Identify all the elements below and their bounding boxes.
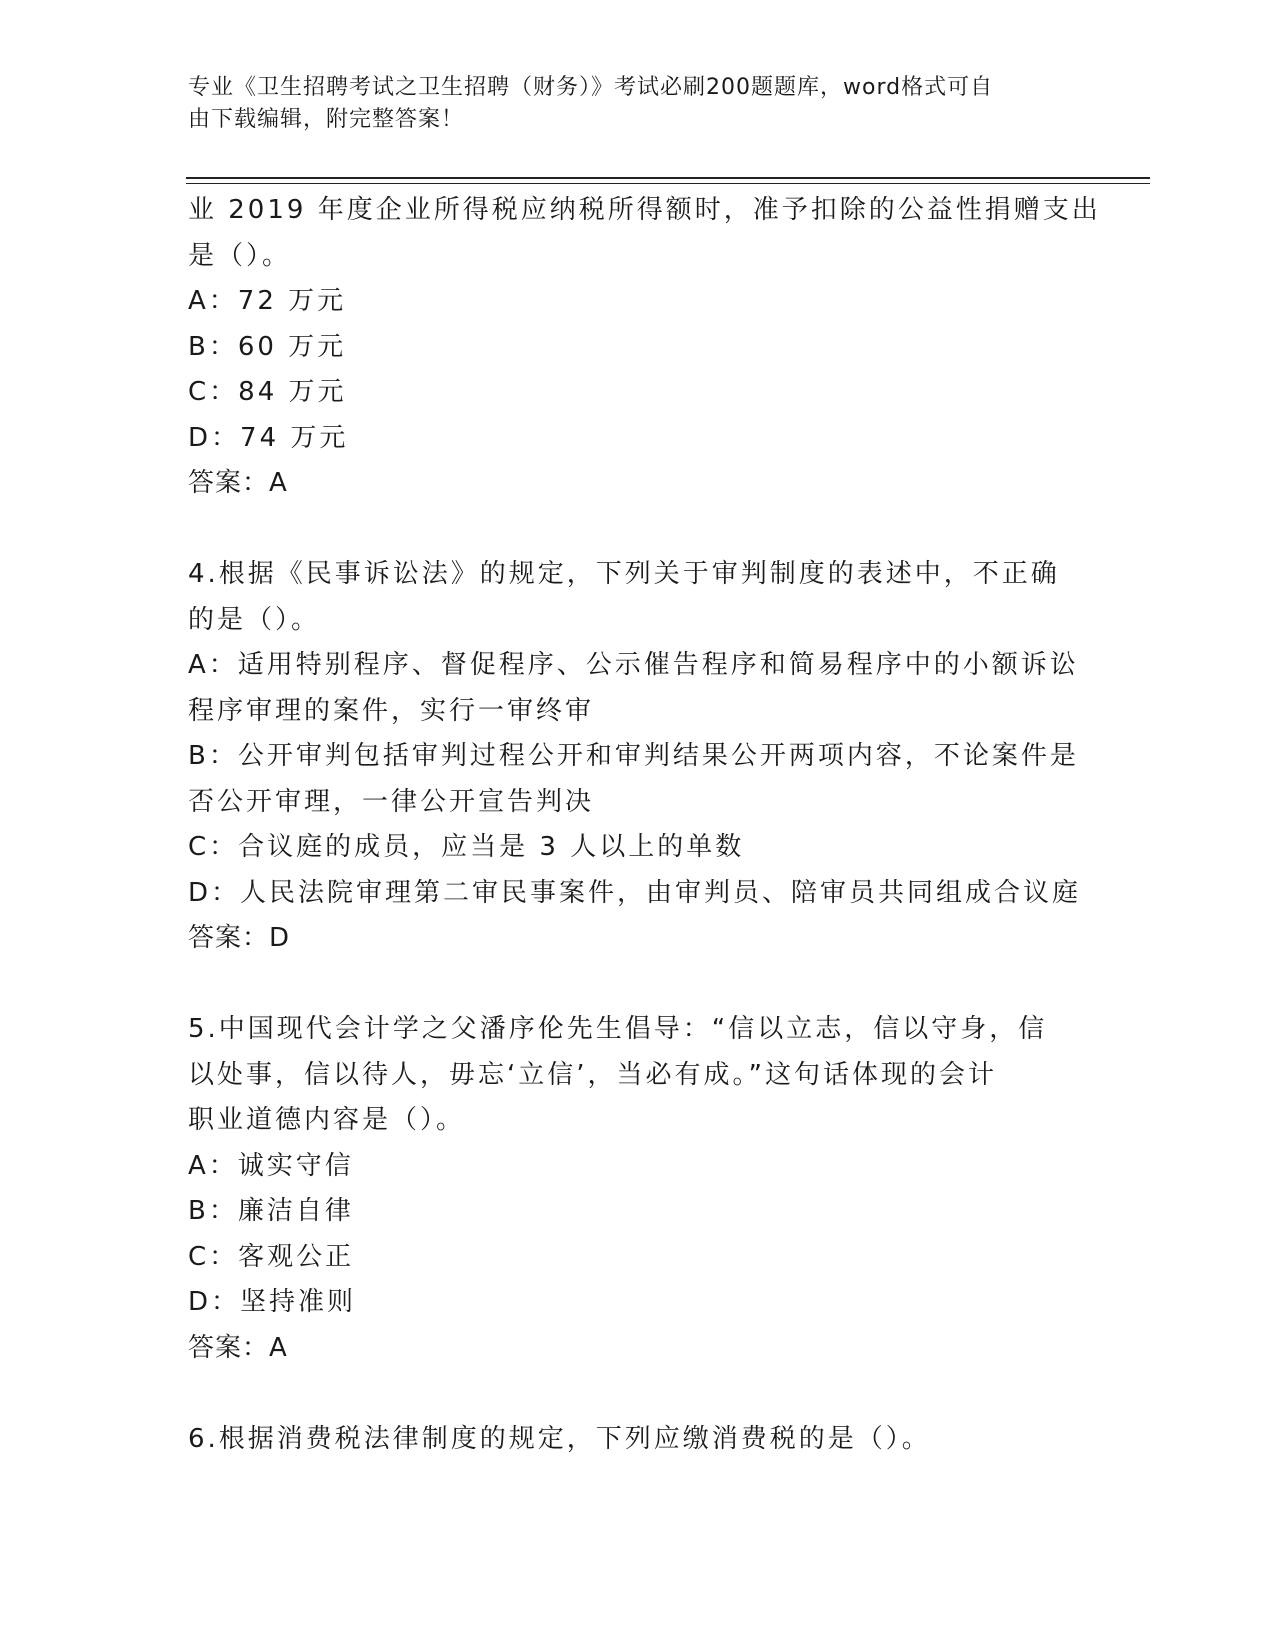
spacer bbox=[188, 962, 1088, 1008]
option-a: A：诚实守信 bbox=[188, 1150, 354, 1181]
document-body bbox=[188, 188, 1101, 1462]
spacer bbox=[188, 507, 1088, 553]
option-c: C：84 万元 bbox=[188, 377, 347, 407]
spacer bbox=[188, 1371, 1088, 1417]
question-stem: 是（）。 bbox=[188, 240, 292, 271]
header-divider-thick bbox=[186, 177, 1150, 179]
question-stem: 业 2019 年度企业所得税应纳税所得额时，准予扣除的公益性捐赠支出 bbox=[188, 195, 1101, 225]
option-b: B：60 万元 bbox=[188, 331, 347, 362]
option-a: A：适用特别程序、督促程序、公示催告程序和简易程序中的小额诉讼 bbox=[188, 650, 1079, 680]
option-b: B：廉洁自律 bbox=[188, 1196, 354, 1226]
option-d: D：人民法院审理第二审民事案件，由审判员、陪审员共同组成合议庭 bbox=[188, 877, 1082, 908]
option-a: A：72 万元 bbox=[188, 286, 347, 316]
question-stem: 以处事，信以待人，毋忘‘立信’，当必有成。”这句话体现的会计 bbox=[188, 1059, 997, 1090]
question-6 bbox=[188, 1417, 1088, 1463]
answer: 答案：A bbox=[188, 1332, 288, 1363]
header-divider-thin bbox=[186, 183, 1150, 184]
question-4 bbox=[188, 552, 1088, 962]
option-d: D：74 万元 bbox=[188, 422, 349, 453]
answer: 答案：D bbox=[188, 923, 291, 953]
question-stem: 的是（）。 bbox=[188, 604, 321, 635]
question-stem: 4.根据《民事诉讼法》的规定，下列关于审判制度的表述中，不正确 bbox=[188, 559, 1060, 589]
option-c: C：合议庭的成员，应当是 3 人以上的单数 bbox=[188, 832, 745, 862]
option-b-continued: 否公开审理，一律公开宣告判决 bbox=[188, 786, 595, 817]
option-b: B：公开审判包括审判过程公开和审判结果公开两项内容，不论案件是 bbox=[188, 741, 1079, 771]
header-line-2: 由下载编辑，附完整答案！ bbox=[188, 107, 465, 132]
question-5 bbox=[188, 1007, 1088, 1371]
question-stem: 6.根据消费税法律制度的规定，下列应缴消费税的是（）。 bbox=[188, 1423, 931, 1454]
question-stem: 5.中国现代会计学之父潘序伦先生倡导：“信以立志，信以守身，信 bbox=[188, 1014, 1048, 1044]
option-c: C：客观公正 bbox=[188, 1241, 355, 1272]
option-a-continued: 程序审理的案件，实行一审终审 bbox=[188, 695, 595, 726]
header-line-1: 专业《卫生招聘考试之卫生招聘（财务）》考试必刷200题题库，word格式可自 bbox=[188, 75, 994, 100]
option-d: D：坚持准则 bbox=[188, 1287, 357, 1317]
answer: 答案：A bbox=[188, 468, 288, 498]
question-3 bbox=[188, 188, 1101, 507]
question-stem: 职业道德内容是（）。 bbox=[188, 1105, 466, 1135]
document-header bbox=[188, 72, 1068, 136]
